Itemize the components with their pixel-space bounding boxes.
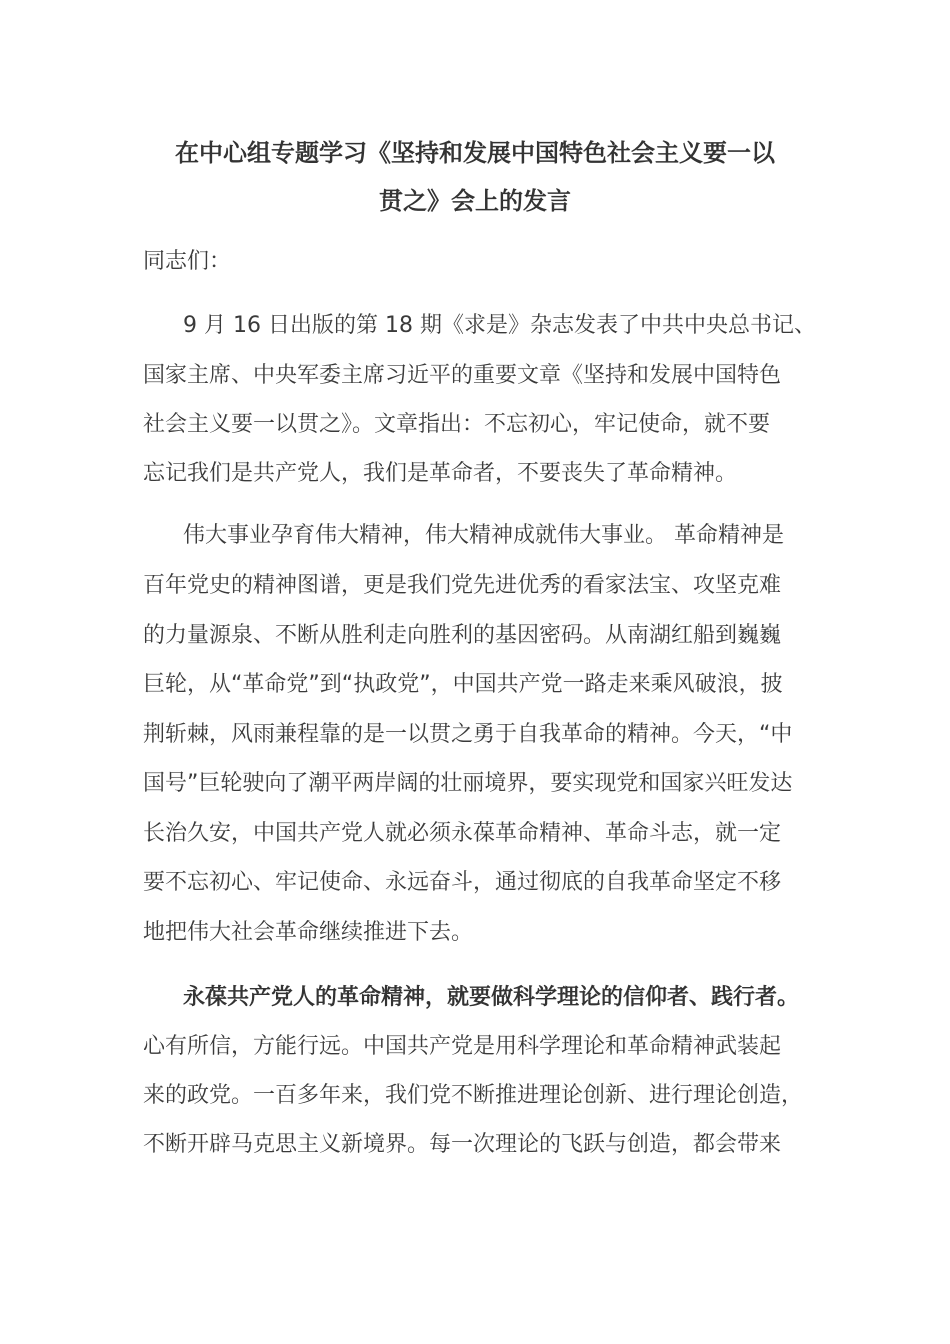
paragraph-2-line: 国号”巨轮驶向了潮平两岸阔的壮丽境界，要实现党和国家兴旺发达 — [143, 771, 793, 796]
paragraph-1-line: 社会主义要一以贯之》。文章指出：不忘初心，牢记使命，就不要 — [143, 412, 771, 437]
paragraph-2-line: 伟大事业孕育伟大精神，伟大精神成就伟大事业。 革命精神是 — [183, 523, 784, 548]
paragraph-2-line: 要不忘初心、牢记使命、永远奋斗，通过彻底的自我革命坚定不移 — [143, 870, 782, 895]
paragraph-1-line: 9 月 16 日出版的第 18 期《求是》杂志发表了中共中央总书记、 — [183, 313, 816, 338]
paragraph-3-line: 不断开辟马克思主义新境界。每一次理论的飞跃与创造，都会带来 — [143, 1132, 782, 1157]
paragraph-2-line: 长治久安，中国共产党人就必须永葆革命精神、革命斗志，就一定 — [143, 821, 782, 846]
salutation: 同志们： — [143, 249, 232, 274]
paragraph-3-line: 来的政党。一百多年来，我们党不断推进理论创新、进行理论创造， — [143, 1083, 804, 1108]
paragraph-1-line: 忘记我们是共产党人，我们是革命者，不要丧失了革命精神。 — [143, 461, 738, 486]
paragraph-2-line: 百年党史的精神图谱，更是我们党先进优秀的看家法宝、攻坚克难 — [143, 573, 782, 598]
paragraph-2-line: 的力量源泉、不断从胜利走向胜利的基因密码。从南湖红船到巍巍 — [143, 623, 782, 648]
paragraph-3-heading: 永葆共产党人的革命精神，就要做科学理论的信仰者、践行者。 — [183, 985, 800, 1010]
paragraph-1-line: 国家主席、中央军委主席习近平的重要文章《坚持和发展中国特色 — [143, 363, 782, 388]
paragraph-2-line: 荆斩棘，风雨兼程靠的是一以贯之勇于自我革命的精神。今天，“中 — [143, 722, 793, 747]
document-title-line-2: 贯之》会上的发言 — [379, 187, 571, 215]
paragraph-2-line: 巨轮，从“革命党”到“执政党”，中国共产党一路走来乘风破浪，披 — [143, 672, 783, 697]
paragraph-3-line: 心有所信，方能行远。中国共产党是用科学理论和革命精神武装起 — [143, 1034, 782, 1059]
paragraph-2-line: 地把伟大社会革命继续推进下去。 — [143, 920, 474, 945]
document-title-line-1: 在中心组专题学习《坚持和发展中国特色社会主义要一以 — [175, 139, 775, 167]
